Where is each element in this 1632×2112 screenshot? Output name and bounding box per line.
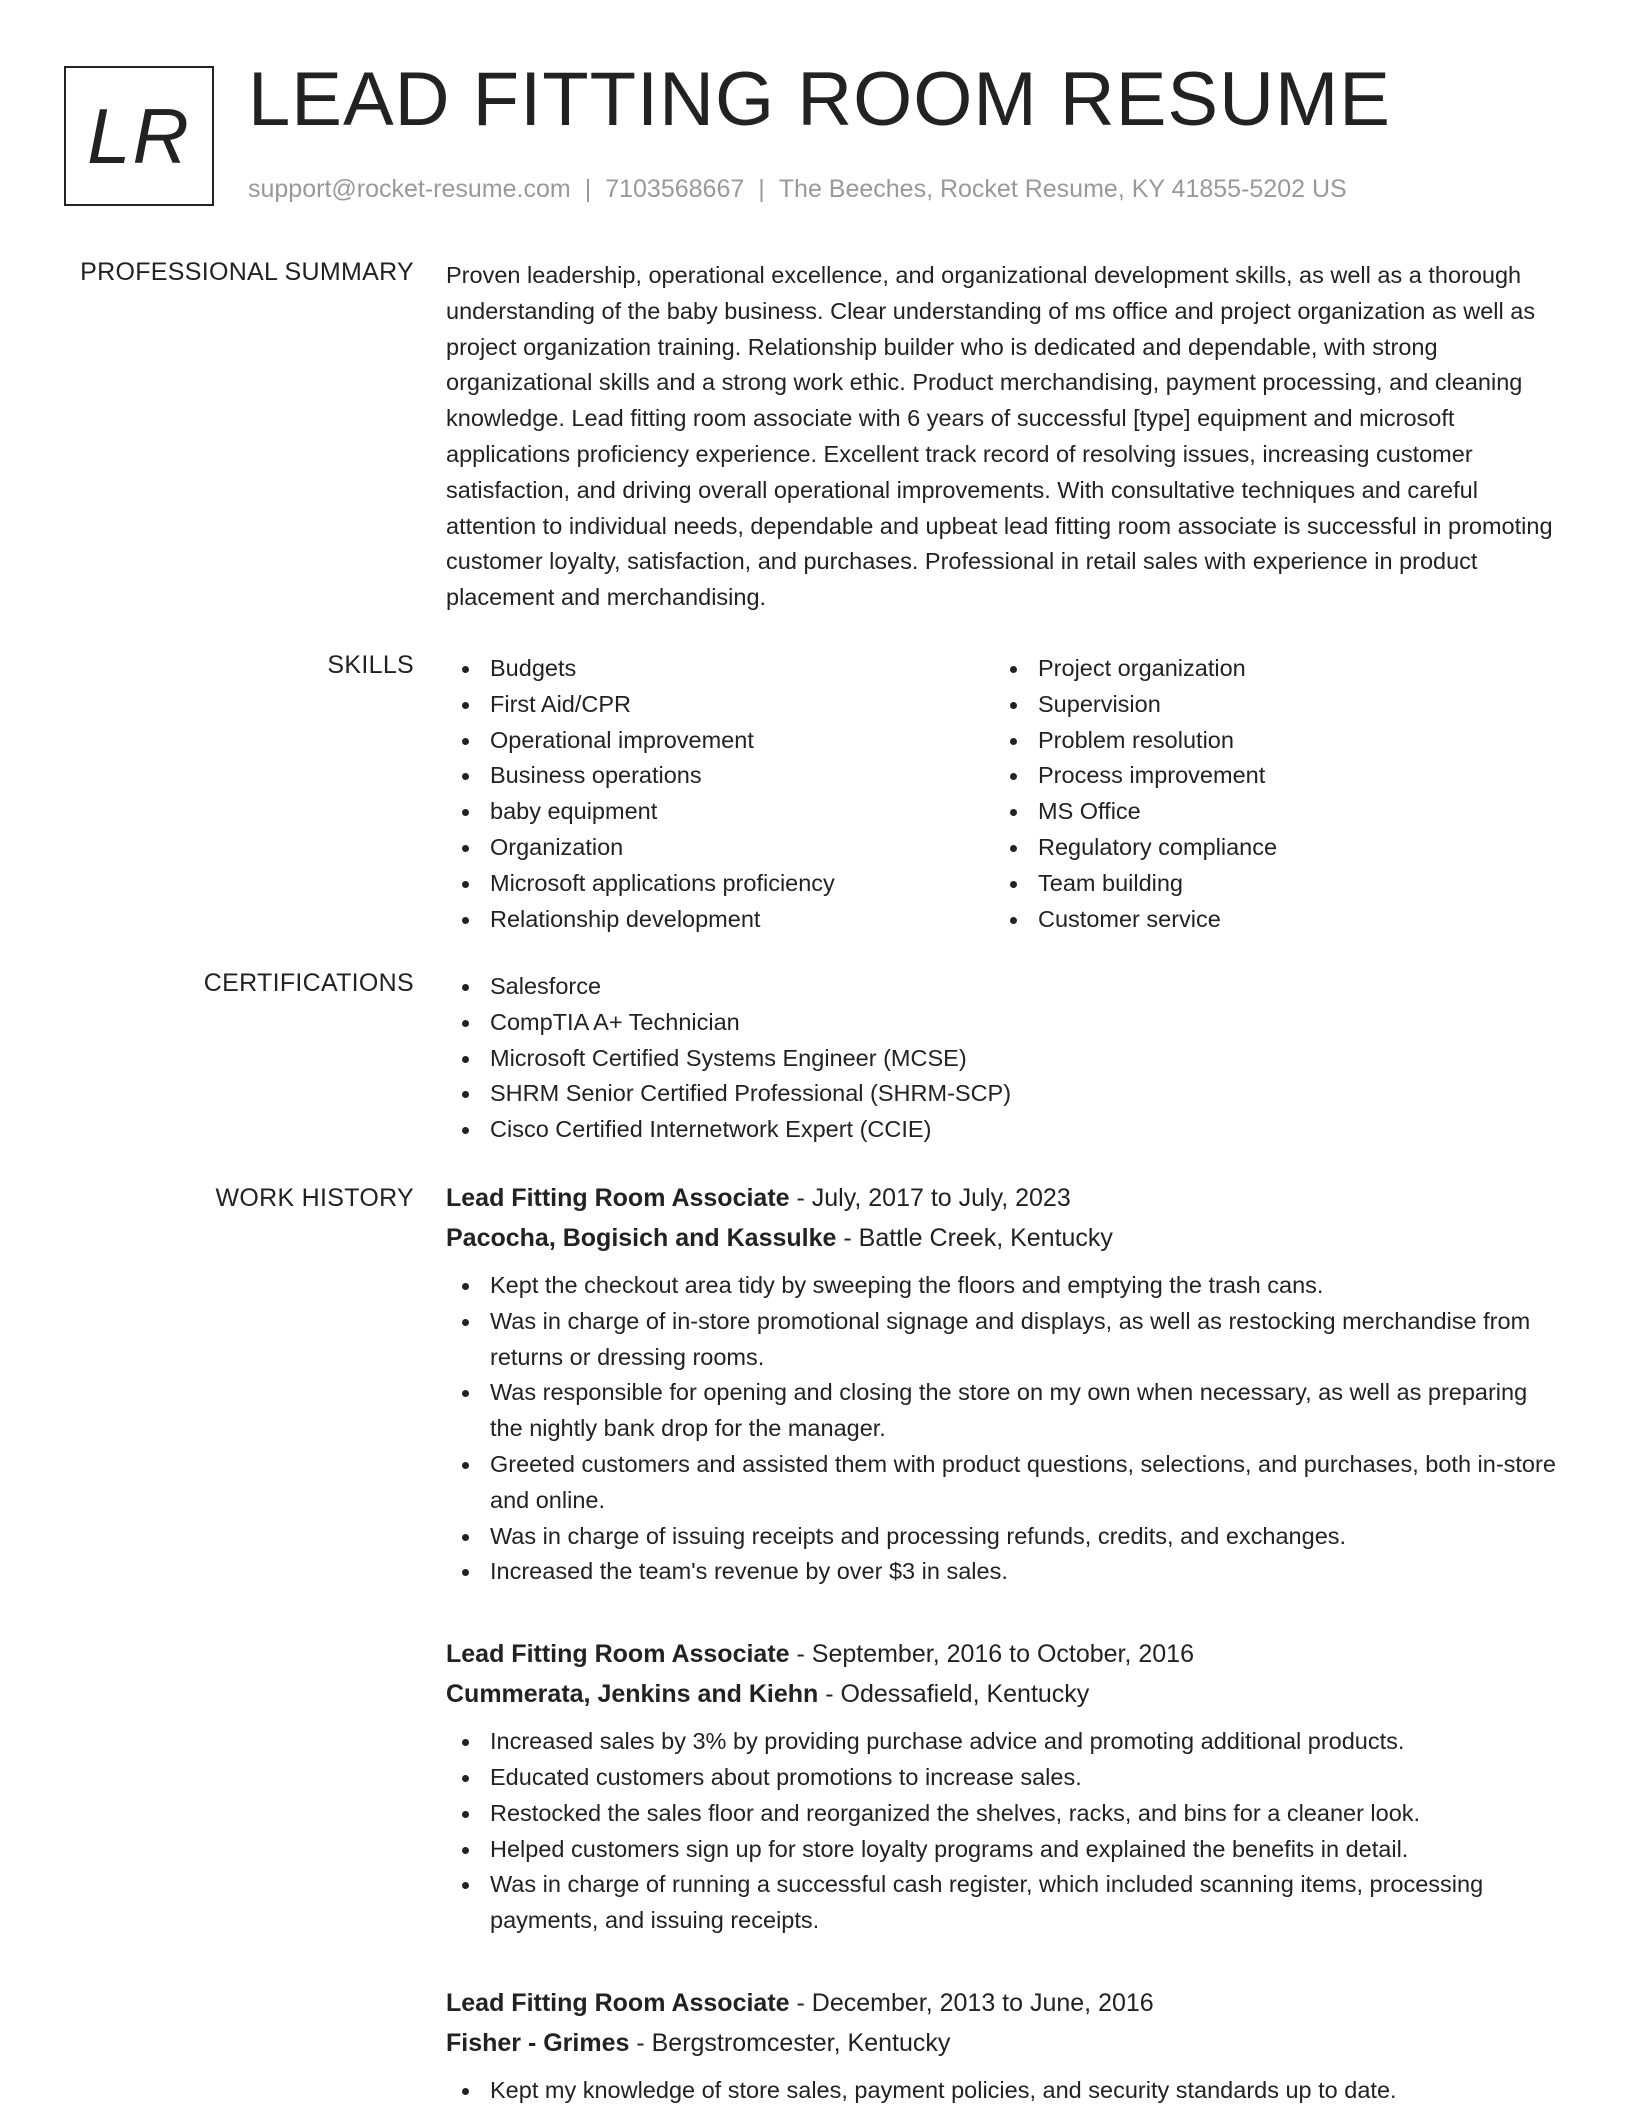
- job-bullet: Educated customers about promotions to increase sales.: [446, 1760, 1556, 1796]
- monogram-logo: LR: [64, 66, 214, 206]
- contact-line: [248, 175, 1347, 204]
- job-bullet: Kept my knowledge of store sales, payment policies, and security standards up to date.: [446, 2073, 1556, 2109]
- job-entry: [446, 1634, 1556, 1939]
- job-title: Lead Fitting Room Associate: [446, 1184, 790, 1212]
- certification-item: SHRM Senior Certified Professional (SHRM-SCP): [446, 1076, 1556, 1112]
- skill-item: MS Office: [994, 794, 1542, 830]
- job-bullet: Was in charge of issuing receipts and processing refunds, credits, and exchanges.: [446, 1519, 1556, 1555]
- contact-phone[interactable]: 7103568667: [605, 175, 745, 203]
- job-dates: - December, 2013 to June, 2016: [789, 1988, 1154, 2017]
- job-bullets: [446, 1268, 1556, 1590]
- job-bullet: Helped customers sign up for store loyalty programs and explained the benefits in detail.: [446, 1832, 1556, 1868]
- job-title-line: [446, 1634, 1556, 1674]
- summary-body: [446, 258, 1556, 616]
- contact-email[interactable]: support@rocket-resume.com: [248, 175, 571, 203]
- job-bullets: [446, 2073, 1556, 2109]
- skill-item: Supervision: [994, 687, 1542, 723]
- job-bullet: Increased the team's revenue by over $3 in sales.: [446, 1554, 1556, 1590]
- skill-item: Team building: [994, 866, 1542, 902]
- certification-item: Cisco Certified Internetwork Expert (CCIE): [446, 1112, 1556, 1148]
- job-title-line: [446, 1983, 1556, 2023]
- summary-text: Proven leadership, operational excellence, and organizational development skills, as well as a thorough understanding of the baby business. Clear understanding of ms office and project organization as well as project organization training. Relationship builder who is dedicated and dependable, with strong organizational skills and a strong work ethic. Product merchandising, payment processing, and cleaning knowledge. Lead fitting room associate with 6 years of successful [type] equipment and microsoft applications proficiency experience. Excellent track record of resolving issues, increasing customer satisfaction, and driving overall operational improvements. With consultative techniques and careful attention to individual needs, dependable and upbeat lead fitting room associate is successful in promoting customer loyalty, satisfaction, and purchases. Professional in retail sales with experience in product placement and merchandising.: [446, 262, 1553, 611]
- skill-item: Relationship development: [446, 902, 994, 938]
- certification-item: CompTIA A+ Technician: [446, 1005, 1556, 1041]
- skills-list-left: [446, 651, 994, 937]
- job-bullet: Greeted customers and assisted them with product questions, selections, and purchases, both in-store and online.: [446, 1447, 1556, 1519]
- job-company: Fisher - Grimes: [446, 2028, 630, 2057]
- job-dates: - September, 2016 to October, 2016: [789, 1640, 1194, 1669]
- job-title-line: [446, 1178, 1556, 1218]
- skill-item: Project organization: [994, 651, 1542, 687]
- job-bullet: Was in charge of in-store promotional signage and displays, as well as restocking merchandise from returns or dressing rooms.: [446, 1304, 1556, 1376]
- job-bullet: Was responsible for opening and closing the store on my own when necessary, as well as preparing the nightly bank drop for the manager.: [446, 1375, 1556, 1447]
- section-heading: WORK HISTORY: [215, 1184, 414, 1212]
- skill-item: Microsoft applications proficiency: [446, 866, 994, 902]
- job-bullets: [446, 1724, 1556, 1939]
- contact-separator: |: [584, 175, 592, 203]
- skill-item: Customer service: [994, 902, 1542, 938]
- contact-address: The Beeches, Rocket Resume, KY 41855-5202 US: [778, 175, 1347, 203]
- job-bullet: Restocked the sales floor and reorganized the shelves, racks, and bins for a cleaner look.: [446, 1796, 1556, 1832]
- certification-item: Microsoft Certified Systems Engineer (MCSE): [446, 1041, 1556, 1077]
- skill-item: Business operations: [446, 758, 994, 794]
- certifications-body: [446, 969, 1556, 1148]
- job-company: Cummerata, Jenkins and Kiehn: [446, 1680, 819, 1709]
- skills-list-right: [994, 651, 1542, 937]
- skill-item: First Aid/CPR: [446, 687, 994, 723]
- job-company-line: [446, 1674, 1556, 1714]
- certification-item: Salesforce: [446, 969, 1556, 1005]
- job-title: Lead Fitting Room Associate: [446, 1988, 790, 2017]
- skill-item: baby equipment: [446, 794, 994, 830]
- skill-item: Regulatory compliance: [994, 830, 1542, 866]
- job-location: - Odessafield, Kentucky: [818, 1680, 1090, 1709]
- resume-title: LEAD FITTING ROOM RESUME: [248, 57, 1391, 142]
- skill-item: Operational improvement: [446, 723, 994, 759]
- skill-item: Budgets: [446, 651, 994, 687]
- job-bullet: Kept the checkout area tidy by sweeping the floors and emptying the trash cans.: [446, 1268, 1556, 1304]
- job-bullet: Increased sales by 3% by providing purchase advice and promoting additional products.: [446, 1724, 1556, 1760]
- job-entry: [446, 1983, 1556, 2109]
- job-dates: - July, 2017 to July, 2023: [789, 1184, 1071, 1212]
- skill-item: Problem resolution: [994, 723, 1542, 759]
- job-title: Lead Fitting Room Associate: [446, 1640, 790, 1669]
- job-location: - Bergstromcester, Kentucky: [629, 2028, 951, 2057]
- job-bullet: Was in charge of running a successful cash register, which included scanning items, processing payments, and issuing receipts.: [446, 1867, 1556, 1939]
- section-heading: PROFESSIONAL SUMMARY: [80, 258, 414, 286]
- job-company: Pacocha, Bogisich and Kassulke: [446, 1224, 837, 1252]
- skills-body: [446, 651, 1556, 937]
- skill-item: Organization: [446, 830, 994, 866]
- job-company-line: [446, 2023, 1556, 2063]
- job-company-line: [446, 1218, 1556, 1258]
- job-entry: [446, 1178, 1556, 1590]
- job-location: - Battle Creek, Kentucky: [836, 1224, 1113, 1252]
- work-history-body: [446, 1178, 1556, 2109]
- section-heading: SKILLS: [327, 651, 414, 679]
- certifications-list: [446, 969, 1556, 1148]
- section-heading: CERTIFICATIONS: [203, 969, 414, 997]
- contact-separator: |: [758, 175, 765, 203]
- skill-item: Process improvement: [994, 758, 1542, 794]
